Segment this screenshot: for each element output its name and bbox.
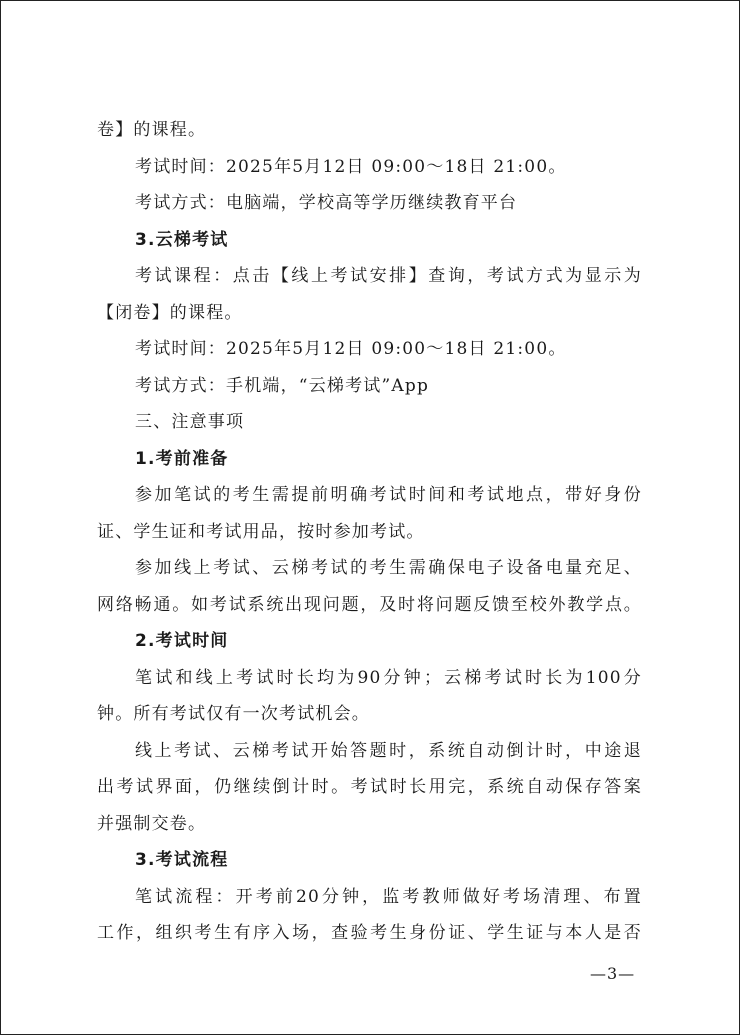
text-line: 并强制交卷。 [97, 813, 207, 834]
text-line: 考试方式：手机端，“云梯考试”App [135, 375, 430, 396]
section-heading: 三、注意事项 [135, 412, 245, 432]
subsection-heading: 2.考试时间 [135, 631, 229, 651]
text-line: 笔试和线上考试时长均为90分钟；云梯考试时长为100分 [135, 667, 642, 688]
section-heading: 3.云梯考试 [135, 229, 229, 250]
text-line: 工作，组织考生有序入场，查验考生身份证、学生证与本人是否 [97, 923, 642, 943]
text-line: 卷】的课程。 [97, 120, 207, 140]
text-line: 考试时间：2025年5月12日 09:00～18日 21:00。 [135, 156, 567, 177]
text-line: 笔试流程：开考前20分钟，监考教师做好考场清理、布置 [135, 886, 642, 907]
document-body [97, 112, 642, 952]
text-line: 参加线上考试、云梯考试的考生需确保电子设备电量充足、 [135, 558, 642, 578]
text-line: 考试时间：2025年5月12日 09:00～18日 21:00。 [135, 339, 567, 359]
text-line: 考试课程：点击【线上考试安排】查询，考试方式为显示为 [135, 266, 642, 286]
page-number: —3— [590, 964, 636, 983]
text-line: 网络畅通。如考试系统出现问题，及时将问题反馈至校外教学点。 [97, 594, 642, 615]
text-line: 出考试界面，仍继续倒计时。考试时长用完，系统自动保存答案 [97, 777, 642, 797]
text-line: 线上考试、云梯考试开始答题时，系统自动倒计时，中途退 [135, 740, 642, 761]
text-line: 【闭卷】的课程。 [97, 302, 243, 323]
text-line: 考试方式：电脑端，学校高等学历继续教育平台 [135, 193, 518, 213]
text-line: 钟。所有考试仅有一次考试机会。 [97, 704, 370, 724]
text-line: 证、学生证和考试用品，按时参加考试。 [97, 521, 425, 542]
text-line: 参加笔试的考生需提前明确考试时间和考试地点，带好身份 [135, 485, 642, 505]
subsection-heading: 3.考试流程 [135, 850, 229, 870]
subsection-heading: 1.考前准备 [135, 448, 229, 469]
